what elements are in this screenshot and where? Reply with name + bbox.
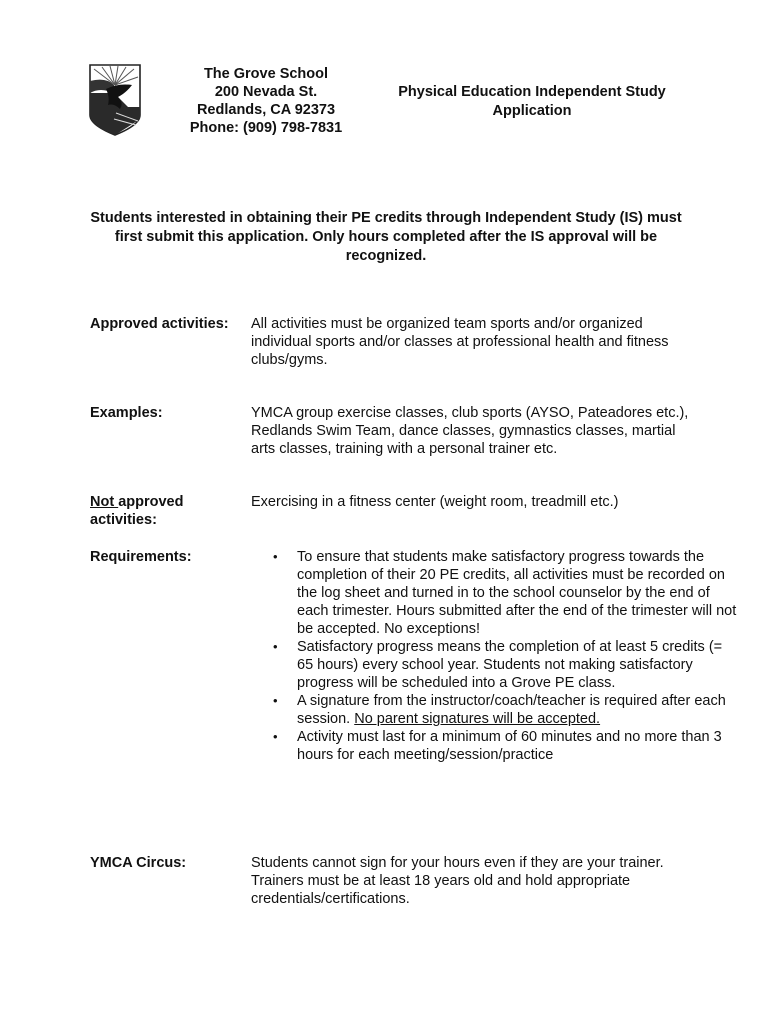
- no-parent-signatures-note: No parent signatures will be accepted.: [354, 711, 601, 727]
- form-title: [384, 83, 680, 121]
- form-title-line1: Physical Education Independent Study: [398, 84, 666, 100]
- form-title-line2: Application: [492, 103, 572, 119]
- ymca-circus-text: Students cannot sign for your hours even if they are your trainer. Trainers must be at least 18 years old and hold appropriate credentials/certifications.: [251, 855, 664, 907]
- school-city: Redlands, CA 92373: [196, 102, 336, 118]
- requirement-item: • Satisfactory progress means the completion of at least 5 credits (= 65 hours) every school year. Students not making satisfactory progress will be scheduled into a Grove PE class.: [273, 639, 723, 691]
- not-approved-activities-text: Exercising in a fitness center (weight room, treadmill etc.): [251, 494, 619, 510]
- not-underlined: Not: [90, 494, 119, 510]
- requirements-list: [251, 548, 737, 764]
- requirement-item: • Activity must last for a minimum of 60 minutes and no more than 3 hours for each meeting/session/practice: [273, 729, 722, 763]
- not-approved-activities-label: [90, 493, 183, 529]
- approved-activities-text: All activities must be organized team sports and/or organized individual sports and/or classes at professional health and fitness clubs/gyms.: [251, 316, 669, 368]
- ymca-circus-label: YMCA Circus:: [90, 855, 187, 871]
- requirement-item: • To ensure that students make satisfactory progress towards the completion of their 20 PE credits, all activities must be recorded on the log sheet and turned in to the school counselor by the end of each trimester. Hours submitted after the end of the trimester will not be accepted. No exceptions!: [273, 549, 737, 637]
- school-name: The Grove School: [203, 66, 329, 82]
- school-crest-logo: [88, 63, 142, 137]
- bullet-icon: •: [273, 729, 278, 744]
- school-address-block: [176, 65, 356, 137]
- requirements-label: Requirements:: [90, 549, 192, 565]
- examples-text: YMCA group exercise classes, club sports (AYSO, Pateadores etc.), Redlands Swim Team, dance classes, gymnastics classes, martial arts classes, training with a personal trainer etc.: [251, 405, 689, 457]
- bullet-icon: •: [273, 693, 278, 708]
- bullet-icon: •: [273, 549, 278, 564]
- bullet-icon: •: [273, 639, 278, 654]
- requirement-item: • A signature from the instructor/coach/teacher is required after each session. No parent signatures will be accepted.: [273, 693, 726, 727]
- not-approved-word: approved: [118, 494, 184, 510]
- not-approved-activities-word: activities:: [90, 512, 157, 528]
- school-street: 200 Nevada St.: [214, 84, 318, 100]
- examples-label: Examples:: [90, 405, 163, 421]
- approved-activities-label: Approved activities:: [90, 316, 229, 332]
- intro-statement: Students interested in obtaining their PE credits through Independent Study (IS) must first submit this application. Only hours completed after the IS approval will be recognized.: [90, 210, 682, 264]
- school-phone: Phone: (909) 798-7831: [189, 120, 343, 136]
